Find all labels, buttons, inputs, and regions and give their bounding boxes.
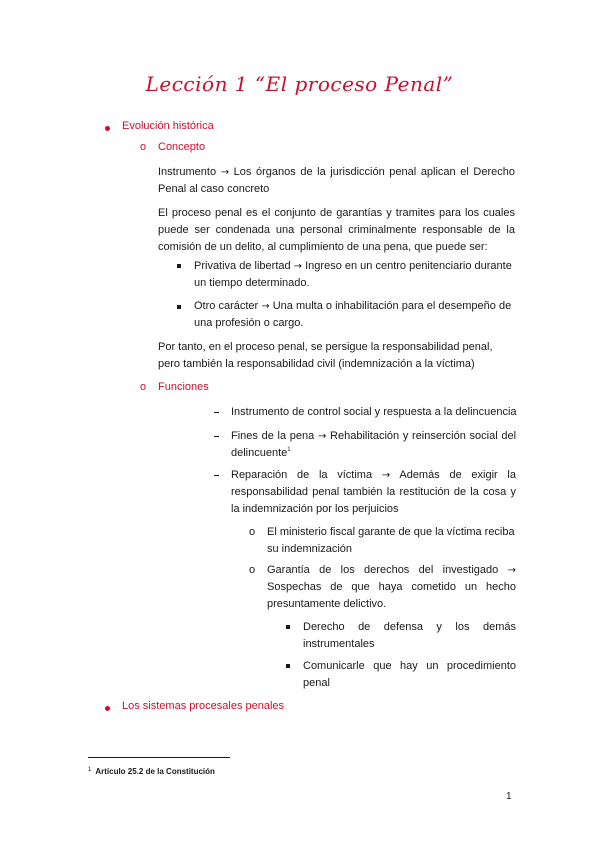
- footnote-ref[interactable]: 1: [287, 447, 291, 453]
- proceso-paragraph: El proceso penal es el conjunto de garantías y tramites para los cuales puede ser condenada una personal criminalmente responsable de la comisión de un delito, al cumplimiento de una pena, que puede ser:: [158, 207, 515, 253]
- heading-concepto: Concepto: [158, 141, 206, 153]
- heading-sistemas: Los sistemas procesales penales: [122, 700, 285, 712]
- footnote-mark: 1: [88, 767, 92, 773]
- arrow-right-icon: →: [220, 167, 230, 178]
- otro-text: Una multa o inhabilitación para el desempeño de una profesión o cargo.: [194, 300, 512, 329]
- arrow-right-icon: →: [293, 261, 303, 272]
- sub-item-2-label: Garantía de los derechos del investigado: [267, 564, 499, 576]
- otro-label: Otro carácter: [194, 300, 259, 312]
- sub-item-2-text: Sospechas de que haya cometido un hecho presuntamente delictivo.: [267, 581, 516, 610]
- page-number: 1: [506, 791, 512, 802]
- instrumento-paragraph: [158, 164, 515, 198]
- funcion-1: Instrumento de control social y respuesta a la delincuencia: [231, 406, 517, 418]
- heading-evolucion: Evolución histórica: [122, 120, 214, 132]
- circle-bullet-icon: o: [249, 564, 256, 576]
- bullet-dot-icon: [105, 706, 110, 711]
- instrumento-label: Instrumento: [158, 166, 217, 178]
- footnote-separator: [88, 757, 230, 758]
- dash-bullet-icon: [214, 475, 219, 476]
- funcion-3: [231, 467, 516, 518]
- privativa-text: Ingreso en un centro penitenciario durante un tiempo determinado.: [194, 260, 512, 289]
- circle-bullet-icon: o: [140, 381, 147, 393]
- por-tanto-paragraph: Por tanto, en el proceso penal, se persigue la responsabilidad penal, pero también la responsabilidad civil (indemnización a la víctima): [158, 341, 493, 370]
- arrow-right-icon: →: [317, 431, 327, 442]
- arrow-right-icon: →: [507, 565, 516, 576]
- funcion-2-label: Fines de la pena: [231, 430, 315, 442]
- funcion-2-text: Rehabilitación y reinserción social del delincuente: [231, 430, 517, 459]
- circle-bullet-icon: o: [249, 526, 256, 538]
- funcion-3-text: Además de exigir la responsabilidad penal también la restitución de la cosa y la indemnización por los perjuicios: [231, 469, 516, 515]
- dash-bullet-icon: [214, 436, 219, 437]
- sub-item-1: El ministerio fiscal garante de que la víctima reciba su indemnización: [267, 526, 515, 555]
- heading-funciones: Funciones: [158, 381, 209, 393]
- footnote-text: Artículo 25.2 de la Constitución: [95, 767, 215, 776]
- square-bullet-icon: [286, 625, 290, 629]
- square-bullet-icon: [286, 664, 290, 668]
- dash-bullet-icon: [214, 412, 219, 413]
- subsub-item-1: Derecho de defensa y los demás instrumentales: [303, 621, 516, 650]
- document-title: Lección 1 “El proceso Penal”: [145, 72, 454, 96]
- privativa-label: Privativa de libertad: [194, 260, 291, 272]
- instrumento-text: Los órganos de la jurisdicción penal aplican el Derecho Penal al caso concreto: [158, 166, 515, 195]
- otro-item: [194, 298, 516, 332]
- circle-bullet-icon: o: [140, 141, 147, 153]
- funcion-2: [231, 428, 516, 462]
- arrow-right-icon: →: [261, 301, 270, 312]
- sub-item-2: [267, 562, 516, 613]
- square-bullet-icon: [177, 264, 181, 268]
- square-bullet-icon: [177, 305, 181, 309]
- funcion-3-label: Reparación de la víctima: [231, 469, 373, 481]
- arrow-right-icon: →: [381, 470, 391, 481]
- bullet-dot-icon: [105, 126, 110, 131]
- subsub-item-2: Comunicarle que hay un procedimiento penal: [303, 660, 516, 689]
- privativa-item: [194, 258, 516, 292]
- footnote: [88, 766, 215, 778]
